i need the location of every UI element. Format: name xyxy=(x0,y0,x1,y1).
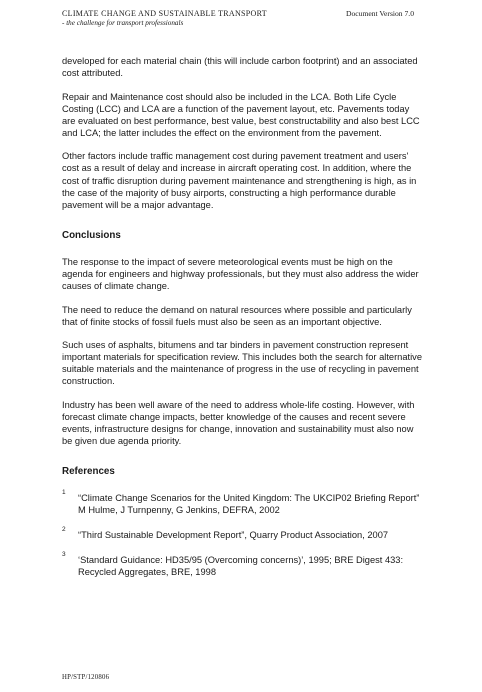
reference-number: 3 xyxy=(62,550,66,558)
body-paragraph: developed for each material chain (this will include carbon footprint) and an associated cost attributed. xyxy=(62,56,418,79)
reference-number: 2 xyxy=(62,526,66,534)
reference-text: “Third Sustainable Development Report”, Quarry Product Association, 2007 xyxy=(78,530,389,541)
reference-item xyxy=(62,526,422,541)
reference-item xyxy=(62,489,422,516)
document-version: Document Version 7.0 xyxy=(346,9,414,18)
conclusions-paragraph: Such uses of asphalts, bitumens and tar binders in pavement construction represent important materials for specification review. This includes both the search for alternative suitable materials and the maintenance of progress in the use of recycling in pavement construction. xyxy=(62,340,422,387)
reference-text: “Climate Change Scenarios for the United Kingdom: The UKCIP02 Briefing Report” M Hulme, J Turnpenny, G Jenkins, DEFRA, 2002 xyxy=(78,493,420,516)
conclusions-paragraph: The response to the impact of severe meteorological events must be high on the agenda for engineers and highway professionals, but they must also address the wider causes of climate change. xyxy=(62,256,419,292)
reference-number: 1 xyxy=(62,489,66,497)
conclusions-paragraph: Industry has been well aware of the need to address whole-life costing. However, with forecast climate change impacts, better knowledge of the causes and recent severe events, infrastructure designs for change, innovation and sustainability must also now be given due agenda priority. xyxy=(62,399,415,447)
footer-code: HP/STP/120806 xyxy=(62,674,110,681)
body-paragraph: Repair and Maintenance cost should also be included in the LCA. Both Life Cycle Costing (LCC) and LCA are a function of the pavement layout, etc. Pavements today are evaluated on best performance, best value, best constructability and also best LCC and LCA; the latter includes the effect on the environment from the pavement. xyxy=(62,91,420,138)
header-subtitle: - the challenge for transport professionals xyxy=(62,19,184,27)
document-body xyxy=(62,55,422,590)
running-header xyxy=(62,9,267,28)
body-paragraph: Other factors include traffic management cost during pavement treatment and users' cost as a result of delay and increase in aircraft operating cost. In addition, where the cost of traffic disruption during pavement maintenance and strengthening is high, as in the case of the majority of busy airports, constructing a high performance durable pavement will be a major advantage. xyxy=(62,151,417,210)
conclusions-heading: Conclusions xyxy=(62,229,121,241)
header-title: CLIMATE CHANGE AND SUSTAINABLE TRANSPORT xyxy=(62,9,267,18)
references-heading: References xyxy=(62,466,115,478)
conclusions-paragraph: The need to reduce the demand on natural resources where possible and particularly that of finite stocks of fossil fuels must also be seen as an important objective. xyxy=(62,304,412,327)
reference-item xyxy=(62,550,422,578)
reference-text: ‘Standard Guidance: HD35/95 (Overcoming concerns)’, 1995; BRE Digest 433: Recycled Aggregates, BRE, 1998 xyxy=(78,554,404,577)
